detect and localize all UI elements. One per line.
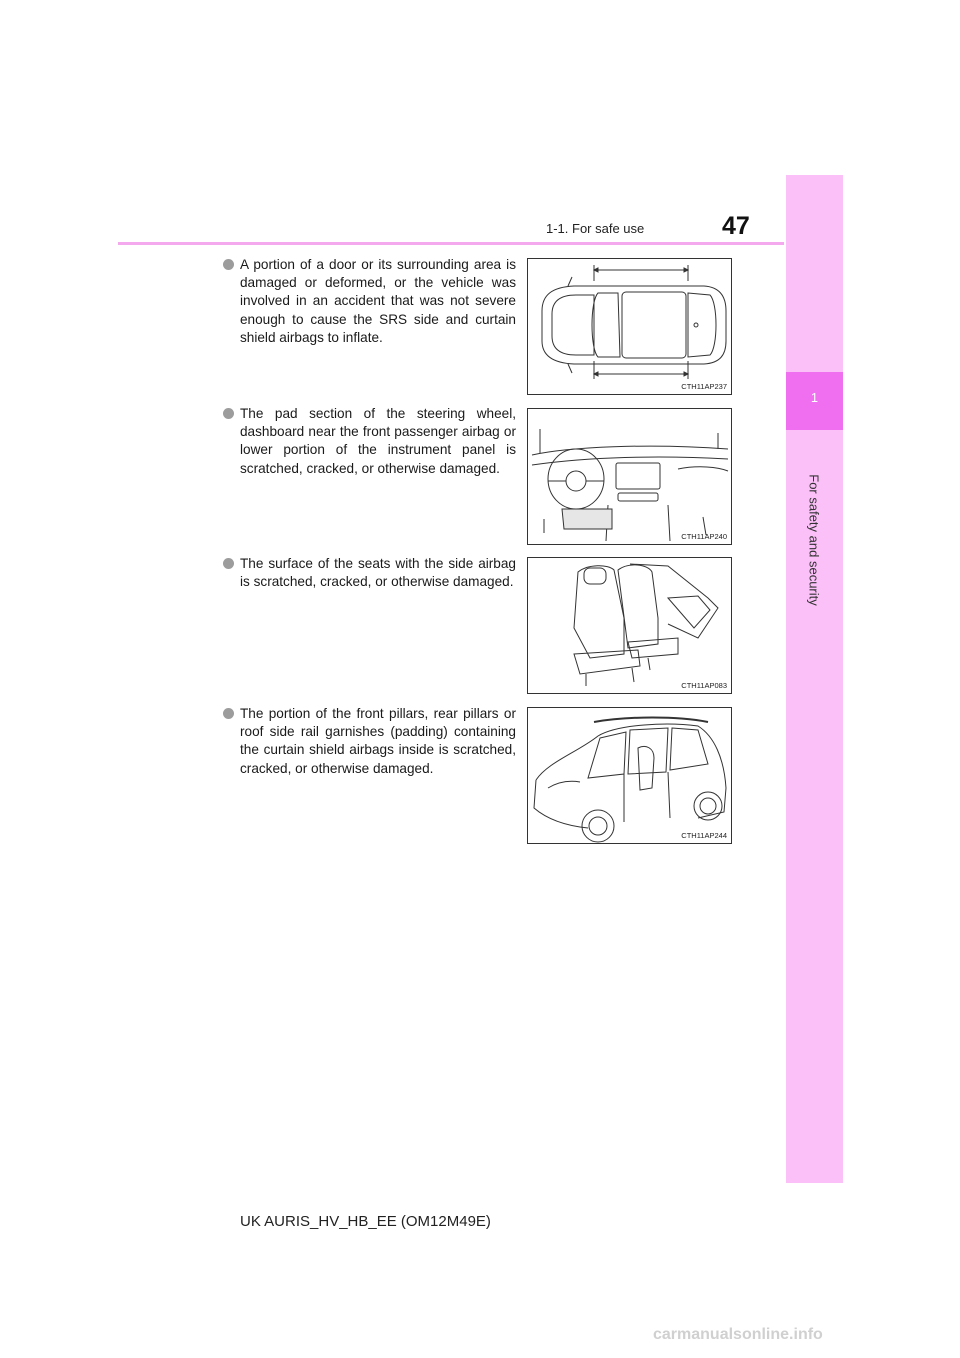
watermark: carmanualsonline.info xyxy=(653,1326,823,1343)
car-side-view-illustration xyxy=(528,708,732,844)
item-text: A portion of a door or its surrounding area is damaged or deformed, or the vehicle was involved in an accident that was not severe enough to cause the SRS side and curtain shield airbags to inflate. xyxy=(240,257,516,345)
side-tab-label: For safety and security xyxy=(806,474,822,606)
figure-car-side-view xyxy=(527,707,732,844)
figure-dashboard xyxy=(527,408,732,545)
figure-seats xyxy=(527,557,732,694)
dashboard-illustration xyxy=(528,409,732,545)
figure-code: CTH11AP240 xyxy=(681,532,727,541)
item-text: The portion of the front pillars, rear pillars or roof side rail garnishes (padding) containing the curtain shield airbags inside is scratched, cracked, or otherwise damaged. xyxy=(240,706,516,776)
bullet-icon xyxy=(223,259,234,270)
figure-code: CTH11AP237 xyxy=(681,382,727,391)
footer-model-code: UK AURIS_HV_HB_EE (OM12M49E) xyxy=(240,1213,491,1230)
bullet-icon xyxy=(223,708,234,719)
page-number: 47 xyxy=(722,212,750,240)
figure-car-top-view xyxy=(527,258,732,395)
side-tab-number: 1 xyxy=(786,372,843,430)
bullet-icon xyxy=(223,558,234,569)
car-top-view-illustration xyxy=(528,259,732,395)
list-item xyxy=(240,256,516,347)
list-item xyxy=(240,555,516,591)
seats-illustration xyxy=(528,558,732,694)
header-rule xyxy=(118,242,784,245)
list-item xyxy=(240,705,516,778)
item-text: The surface of the seats with the side airbag is scratched, cracked, or otherwise damaged. xyxy=(240,556,516,590)
bullet-icon xyxy=(223,408,234,419)
figure-code: CTH11AP244 xyxy=(681,831,727,840)
side-tab xyxy=(786,175,843,1183)
item-text: The pad section of the steering wheel, dashboard near the front passenger airbag or lower portion of the instrument panel is scratched, cracked, or otherwise damaged. xyxy=(240,406,516,476)
section-title: 1-1. For safe use xyxy=(546,221,645,236)
figure-code: CTH11AP083 xyxy=(681,681,727,690)
list-item xyxy=(240,405,516,478)
